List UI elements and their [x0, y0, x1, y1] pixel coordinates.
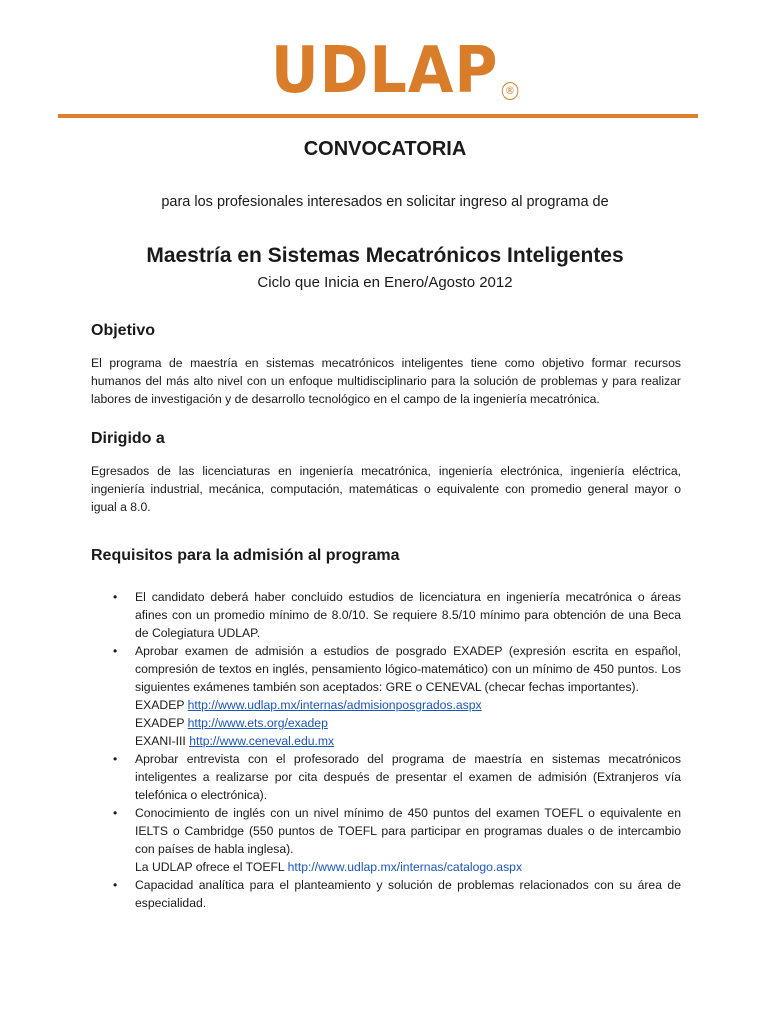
exadep-link-line — [135, 696, 681, 714]
page-title: CONVOCATORIA — [303, 138, 467, 160]
objetivo-heading: Objetivo — [91, 322, 156, 339]
requisito-1-text: El candidato deberá haber concluido estudios de licenciatura en ingeniería mecatrónica o áreas afines con un promedio mínimo de 8.0/10. Se requiere 8.5/10 mínimo para obtención de una Beca de Colegiatura UDLAP. — [135, 590, 681, 640]
udlap-admision-link[interactable]: http://www.udlap.mx/internas/admisionposgrados.aspx — [187, 698, 482, 712]
registered-mark-icon: ® — [502, 82, 519, 100]
link-label: EXADEP — [135, 716, 185, 730]
bullet-icon: • — [113, 590, 118, 604]
list-item — [91, 876, 681, 912]
bullet-icon: • — [113, 878, 118, 892]
requisito-2-text: Aprobar examen de admisión a estudios de posgrado EXADEP (expresión escrita en español, compresión de textos en inglés, pensamiento lógico-matemático) con un mínimo de 450 puntos. Los siguientes exámenes también son aceptados: GRE o CENEVAL (checar fechas importantes). — [135, 644, 681, 694]
ceneval-link-line — [135, 732, 681, 750]
requisitos-list — [91, 588, 681, 912]
toefl-catalog-link[interactable]: http://www.udlap.mx/internas/catalogo.aspx — [287, 860, 523, 874]
toefl-label: La UDLAP ofrece el TOEFL — [135, 860, 285, 874]
ceneval-link[interactable]: http://www.ceneval.edu.mx — [189, 734, 335, 748]
requisitos-heading: Requisitos para la admisión al programa — [91, 547, 400, 564]
logo-area — [0, 34, 770, 108]
bullet-icon: • — [113, 752, 118, 766]
program-cycle: Ciclo que Inicia en Enero/Agosto 2012 — [257, 274, 513, 291]
dirigido-heading: Dirigido a — [91, 430, 165, 447]
header-divider — [58, 114, 698, 118]
requisito-5-text: Capacidad analítica para el planteamiento y solución de problemas relacionados con su área de especialidad. — [135, 878, 681, 910]
logo-text: UDLAP — [271, 34, 499, 108]
intro-text: para los profesionales interesados en solicitar ingreso al programa de — [161, 194, 609, 210]
requisito-3-text: Aprobar entrevista con el profesorado del programa de maestría en sistemas mecatrónicos inteligentes a realizarse por cita después de presentar el examen de admisión (Extranjeros vía telefónica o electrónica). — [135, 752, 681, 802]
bullet-icon: • — [113, 806, 118, 820]
dirigido-text: Egresados de las licenciaturas en ingeniería mecatrónica, ingeniería electrónica, ingeniería eléctrica, ingeniería industrial, mecánica, computación, matemáticas o equivalente con promedio general mayor o igual a 8.0. — [91, 464, 681, 514]
bullet-icon: • — [113, 644, 118, 658]
section-objetivo — [91, 322, 681, 408]
toefl-line — [135, 858, 681, 876]
link-label: EXANI-III — [135, 734, 186, 748]
section-dirigido — [91, 430, 681, 516]
udlap-logo — [271, 34, 517, 108]
requisito-4-text: Conocimiento de inglés con un nivel mínimo de 450 puntos del examen TOEFL o equivalente en IELTS o Cambridge (550 puntos de TOEFL para participar en programas duales o de intercambio con países de habla inglesa). — [135, 806, 681, 856]
link-label: EXADEP — [135, 698, 185, 712]
list-item — [91, 642, 681, 750]
list-item — [91, 750, 681, 804]
ets-link-line — [135, 714, 681, 732]
program-name: Maestría en Sistemas Mecatrónicos Inteligentes — [146, 244, 624, 267]
section-requisitos — [91, 547, 681, 565]
ets-exadep-link[interactable]: http://www.ets.org/exadep — [187, 716, 328, 730]
list-item — [91, 804, 681, 876]
objetivo-text: El programa de maestría en sistemas mecatrónicos inteligentes tiene como objetivo formar recursos humanos del más alto nivel con un enfoque multidisciplinario para la solución de problemas y para realizar labores de investigación y de desarrollo tecnológico en el campo de la ingeniería mecatrónica. — [91, 356, 681, 406]
list-item — [91, 588, 681, 642]
